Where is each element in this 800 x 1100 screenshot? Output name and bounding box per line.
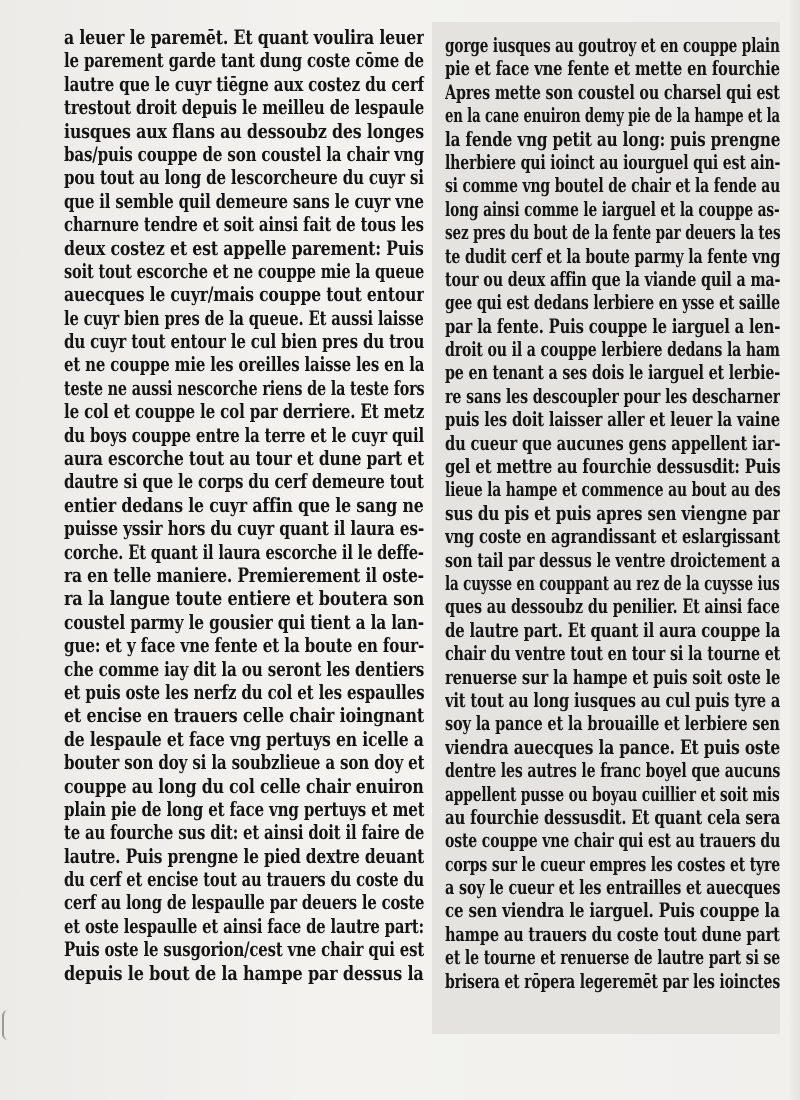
text-line: lautre. Puis prengne le pied dextre deuant xyxy=(64,844,424,868)
text-line: gel et mettre au fourchie dessusdit: Puis xyxy=(445,455,781,479)
text-line: entier dedans le cuyr affin que le sang ne xyxy=(64,493,424,517)
text-line: le parement garde tant dung coste cōme de xyxy=(64,49,424,73)
text-line: puis les doit laisser aller et leuer la vaine xyxy=(445,408,780,432)
text-line: vng coste en agrandissant et eslargissant xyxy=(445,525,780,549)
text-line: pou tout au long de lescorcheure du cuyr si xyxy=(64,166,424,190)
text-line: viendra auecques la pance. Et puis oste xyxy=(445,735,781,759)
text-line: che comme iay dit la ou seront les dentiers xyxy=(64,657,424,681)
text-line: le col et couppe le col par derriere. Et metz xyxy=(64,400,425,424)
binding-mark xyxy=(2,1010,14,1040)
text-line: gee qui est dedans lerbiere en ysse et saille xyxy=(445,291,780,315)
text-line: et ne couppe mie les oreilles laisse les en la xyxy=(64,353,425,377)
text-line: soit tout escorche et ne couppe mie la queue xyxy=(64,259,425,283)
text-line: du cueur que aucunes gens appellent iar- xyxy=(445,431,780,455)
text-line: pie et face vne fente et mette en fourchie xyxy=(445,57,780,81)
text-line: te au fourche sus dit: et ainsi doit il faire de xyxy=(64,821,424,845)
text-line: brisera et rōpera legeremēt par les ioinctes xyxy=(445,969,780,993)
text-line: Puis oste le susgorion/cest vne chair qui est xyxy=(64,938,425,962)
text-line: et puis oste les nerfz du col et les espaulles xyxy=(64,680,425,704)
text-line: et encise en trauers celle chair ioingnant xyxy=(64,704,425,728)
text-line: de lespaule et face vng pertuys en icelle a xyxy=(64,727,424,751)
text-line: droit ou il a couppe lerbiere dedans la ham xyxy=(445,338,780,362)
text-line: iusques aux flans au dessoubz des longes xyxy=(64,119,424,143)
text-line: trestout droit depuis le meilleu de lespaule xyxy=(64,96,425,120)
left-text-column xyxy=(64,26,424,985)
text-line: en la cane enuiron demy pie de la hampe et la xyxy=(445,104,780,128)
text-line: ra la langue toute entiere et boutera son xyxy=(64,587,425,611)
text-line: et le tourne et renuerse de lautre part si se xyxy=(445,946,780,970)
text-line: corps sur le cueur empres les costes et tyre xyxy=(445,852,780,876)
text-line: gue: et y face vne fente et la boute en four- xyxy=(64,634,425,658)
text-line: lautre que le cuyr tiēgne aux costez du cerf xyxy=(64,72,424,96)
text-line: te dudit cerf et la boute parmy la fente vng xyxy=(445,244,780,268)
text-line: depuis le bout de la hampe par dessus la xyxy=(64,961,424,985)
text-line: puisse yssir hors du cuyr quant il laura es- xyxy=(64,517,424,541)
text-line: lieue la hampe et commence au bout au des xyxy=(445,478,781,502)
text-line: appellent pusse ou boyau cuillier et soit mis xyxy=(445,782,780,806)
text-line: si comme vng boutel de chair et la fende au xyxy=(445,174,781,198)
text-line: a soy le cueur et les entrailles et auecques xyxy=(445,876,781,900)
text-line: du cuyr tout entour le cul bien pres du trou xyxy=(64,330,424,354)
text-line: teste ne aussi nescorche riens de la teste fors xyxy=(64,376,425,400)
text-line: long ainsi comme le iarguel et la couppe as- xyxy=(445,197,780,221)
text-line: auecques le cuyr/mais couppe tout entour xyxy=(64,283,424,307)
text-line: pe en tenant a ses dois le iarguel et lerbie- xyxy=(445,361,781,385)
text-line: charnure tendre et soit ainsi fait de tous les xyxy=(64,213,424,237)
text-line: aura escorche tout au tour et dune part et xyxy=(64,447,424,471)
text-line: vit tout au long iusques au cul puis tyre a xyxy=(445,688,780,712)
text-line: ce sen viendra le iarguel. Puis couppe la xyxy=(445,899,780,923)
text-line: la fende vng petit au long: puis prengne xyxy=(445,127,781,151)
text-line: et oste lespaulle et ainsi face de lautre part: xyxy=(64,914,424,938)
text-line: couppe au long du col celle chair enuiron xyxy=(64,774,424,798)
text-line: son tail par dessus le ventre droictement a xyxy=(445,548,781,572)
text-line: deux costez et est appelle parement: Puis xyxy=(64,236,424,260)
text-line: renuerse sur la hampe et puis soit oste le xyxy=(445,665,780,689)
text-line: Apres mette son coustel ou charsel qui est xyxy=(445,80,780,104)
text-line: de lautre part. Et quant il aura couppe la xyxy=(445,618,781,642)
text-line: chair du ventre tout en tour si la tourne et xyxy=(445,642,780,666)
text-line: soy la pance et la brouaille et lerbiere sen xyxy=(445,712,780,736)
text-line: a leuer le paremēt. Et quant voulira leuer xyxy=(64,26,424,49)
page-edge-shadow xyxy=(788,0,800,1100)
text-line: du boys couppe entre la terre et le cuyr quil xyxy=(64,423,424,447)
text-line: dautre si que le corps du cerf demeure tout xyxy=(64,470,424,494)
text-line: corche. Et quant il laura escorche il le deffe- xyxy=(64,540,424,564)
text-line: oste couppe vne chair qui est au trauers du xyxy=(445,829,781,853)
text-line: au fourchie dessusdit. Et quant cela sera xyxy=(445,805,780,829)
right-text-column xyxy=(445,34,780,993)
text-line: ques au dessoubz du penilier. Et ainsi face xyxy=(445,595,780,619)
text-line: dentre les autres le franc boyel que aucuns xyxy=(445,759,780,783)
text-line: ra en telle maniere. Premierement il oste- xyxy=(64,563,424,587)
text-line: gorge iusques au goutroy et en couppe plain xyxy=(445,34,780,57)
text-line: cerf au long de lespaulle par deuers le coste xyxy=(64,891,424,915)
text-line: hampe au trauers du coste tout dune part xyxy=(445,922,780,946)
text-line: bouter son doy si la soubzlieue a son doy et xyxy=(64,751,425,775)
text-line: du cerf et encise tout au trauers du coste du xyxy=(64,868,424,892)
text-line: la cuysse en couppant au rez de la cuysse ius xyxy=(445,571,780,595)
text-line: plain pie de long et face vng pertuys et met xyxy=(64,797,425,821)
text-line: tour ou deux affin que la viande quil a ma- xyxy=(445,267,780,291)
text-line: par la fente. Puis couppe le iarguel a len- xyxy=(445,314,781,338)
text-line: lherbiere qui ioinct au iourguel qui est ain- xyxy=(445,150,781,174)
text-line: sus du pis et puis apres sen viengne par xyxy=(445,501,781,525)
text-line: sez pres du bout de la fente par deuers la tes xyxy=(445,221,781,245)
text-line: le cuyr bien pres de la queue. Et aussi laisse xyxy=(64,306,424,330)
text-line: que il semble quil demeure sans le cuyr vne xyxy=(64,189,424,213)
text-line: bas/puis couppe de son coustel la chair vng xyxy=(64,142,424,166)
text-line: re sans les descoupler pour les descharner xyxy=(445,384,781,408)
text-line: coustel parmy le gousier qui tient a la lan- xyxy=(64,610,424,634)
